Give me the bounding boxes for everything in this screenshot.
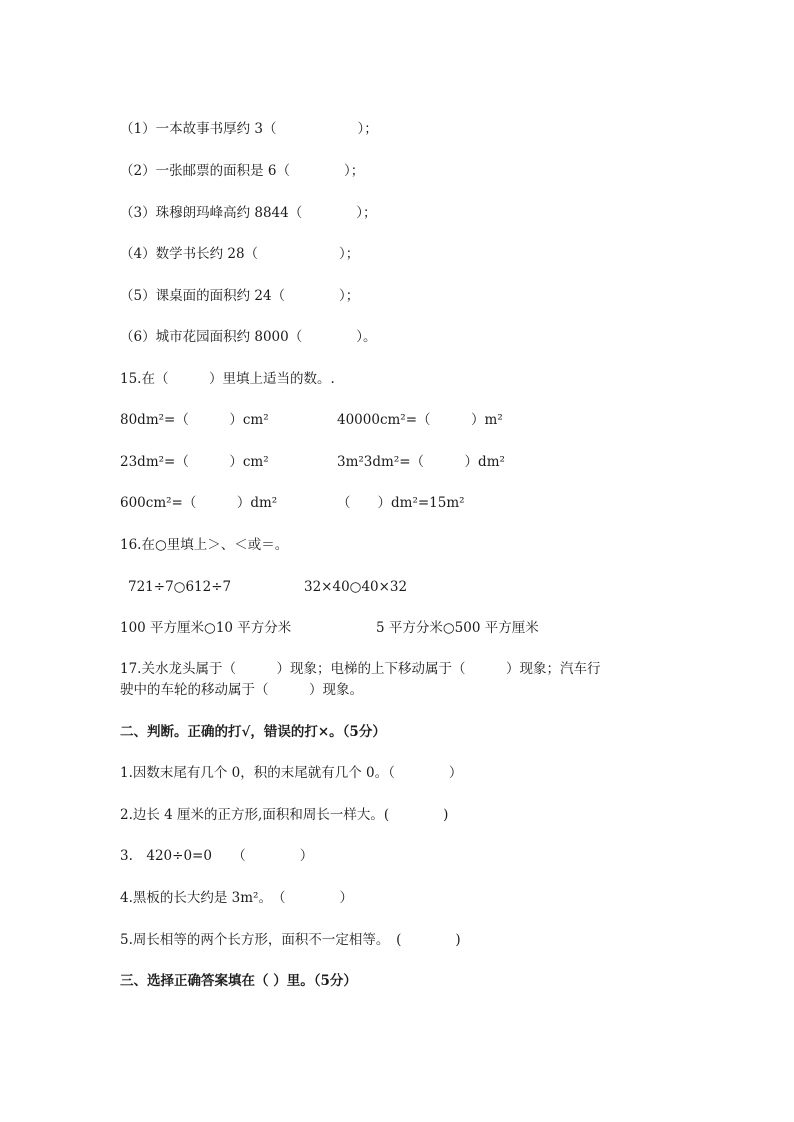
unit-item-1: （1）一本故事书厚约 3（ ）；: [120, 121, 378, 137]
judge-item-2: 2.边长 4 厘米的正方形,面积和周长一样大。( ): [120, 807, 449, 823]
q17-line2: 驶中的车轮的移动属于（ ）现象。: [120, 682, 363, 698]
q15-row1-right: 40000cm²=（ ）m²: [337, 412, 503, 428]
q15-title: 15.在（ ）里填上适当的数。.: [120, 371, 335, 387]
unit-item-6: （6）城市花园面积约 8000（ ）。: [120, 329, 377, 345]
q15-row2-right: 3m²3dm²=（ ）dm²: [337, 454, 505, 470]
unit-item-5: （5）课桌面的面积约 24（ ）；: [120, 288, 360, 304]
judge-item-3: 3. 420÷0=0 （ ）: [120, 848, 314, 864]
section3-heading: 三、选择正确答案填在（ ）里。（5分）: [120, 973, 357, 989]
unit-item-3: （3）珠穆朗玛峰高约 8844（ ）；: [120, 205, 377, 221]
q15-row3-right: （ ）dm²=15m²: [337, 495, 465, 511]
q16-row2-left: 100 平方厘米○10 平方分米: [120, 620, 292, 636]
q15-row1-left: 80dm²=（ ）cm²: [120, 412, 269, 428]
judge-item-1: 1.因数末尾有几个 0，积的末尾就有几个 0。（ ）: [120, 765, 463, 781]
q16-row1-left: 721÷7○612÷7: [128, 579, 232, 595]
unit-item-2: （2）一张邮票的面积是 6（ ）；: [120, 163, 365, 179]
q17-line1: 17.关水龙头属于（ ）现象；电梯的上下移动属于（ ）现象；汽车行: [120, 661, 601, 677]
q16-row1-right: 32×40○40×32: [304, 579, 408, 595]
section2-heading: 二、判断。正确的打√，错误的打×。（5分）: [120, 724, 386, 740]
q16-title: 16.在○里填上＞、＜或＝。: [120, 537, 289, 553]
q15-row2-left: 23dm²=（ ）cm²: [120, 454, 269, 470]
unit-item-4: （4）数学书长约 28（ ）；: [120, 246, 360, 262]
judge-item-4: 4.黑板的长大约是 3m²。 （ ）: [120, 890, 353, 906]
q15-row3-left: 600cm²=（ ）dm²: [120, 495, 278, 511]
judge-item-5: 5.周长相等的两个长方形，面积不一定相等。 ( ): [120, 932, 461, 948]
q16-row2-right: 5 平方分米○500 平方厘米: [376, 620, 539, 636]
